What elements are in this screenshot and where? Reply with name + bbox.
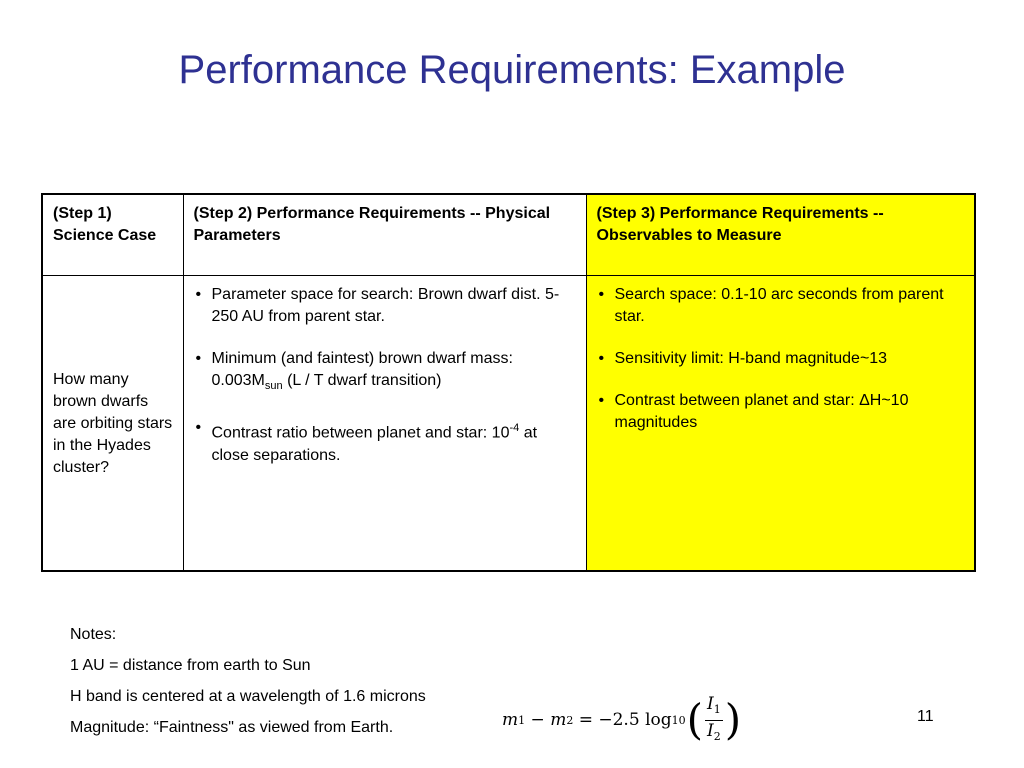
list-item: [194, 348, 576, 397]
formula-minus: −: [525, 710, 551, 730]
page-number: 11: [917, 708, 934, 725]
formula-left-paren: (: [686, 695, 704, 744]
formula-right-paren: ): [724, 695, 742, 744]
magnitude-formula: [502, 695, 742, 745]
header-step2: (Step 2) Performance Requirements -- Physical Parameters: [183, 194, 586, 276]
requirements-table: [41, 193, 976, 572]
param-contrast-exponent: -4: [509, 422, 520, 435]
observables-cell: [586, 276, 975, 572]
param-contrast-suffix: at close separations.: [211, 424, 538, 464]
list-item: [194, 417, 576, 466]
formula-denominator: [705, 721, 723, 747]
formula-den-sub: 2: [713, 729, 721, 743]
header-step1: (Step 1) Science Case: [42, 194, 183, 276]
formula-m2-sub: 2: [566, 713, 574, 727]
formula-den-i: I: [707, 720, 714, 741]
formula-equals: = −2.5: [573, 710, 646, 730]
formula-num-i: I: [707, 693, 714, 714]
physical-parameters-list: [194, 284, 576, 467]
formula-m1: m: [502, 710, 519, 730]
note-au-definition: 1 AU = distance from earth to Sun: [70, 657, 311, 674]
list-item: [194, 284, 576, 328]
table-header-row: [42, 194, 975, 276]
observables-list: [597, 284, 965, 434]
table-row: [42, 276, 975, 572]
param-min-mass-suffix: (L / T dwarf transition): [282, 372, 442, 389]
formula-num-sub: 1: [713, 702, 721, 716]
slide-title: Performance Requirements: Example: [178, 48, 846, 92]
notes-heading: Notes:: [70, 626, 117, 643]
list-item: • Search space: 0.1-10 arc seconds from parent star.: [597, 284, 965, 328]
param-min-mass-sub: sun: [264, 380, 283, 393]
list-item: • Sensitivity limit: H-band magnitude~13: [597, 348, 965, 370]
list-item: • Contrast between planet and star: ΔH~10 magnitudes: [597, 390, 965, 434]
formula-m1-sub: 1: [518, 713, 526, 727]
formula-log-sub: 10: [671, 713, 686, 727]
note-magnitude: Magnitude: “Faintness" as viewed from Earth.: [70, 719, 394, 736]
param-min-mass: Minimum (and faintest) brown dwarf mass: 0.003M: [211, 350, 513, 389]
formula-numerator: [705, 694, 723, 721]
header-step3: (Step 3) Performance Requirements -- Observables to Measure: [586, 194, 975, 276]
formula-log: log: [645, 710, 672, 730]
physical-parameters-cell: [183, 276, 586, 572]
formula-fraction: [705, 694, 723, 747]
param-contrast-ratio: Contrast ratio between planet and star: 10: [211, 424, 510, 442]
formula-m2: m: [550, 710, 567, 730]
param-search-space: Parameter space for search: Brown dwarf dist. 5-250 AU from parent star.: [211, 286, 560, 325]
notes-section: [70, 619, 426, 743]
science-case-cell: How many brown dwarfs are orbiting stars in the Hyades cluster?: [42, 276, 183, 572]
note-h-band: H band is centered at a wavelength of 1.6 microns: [70, 688, 426, 705]
